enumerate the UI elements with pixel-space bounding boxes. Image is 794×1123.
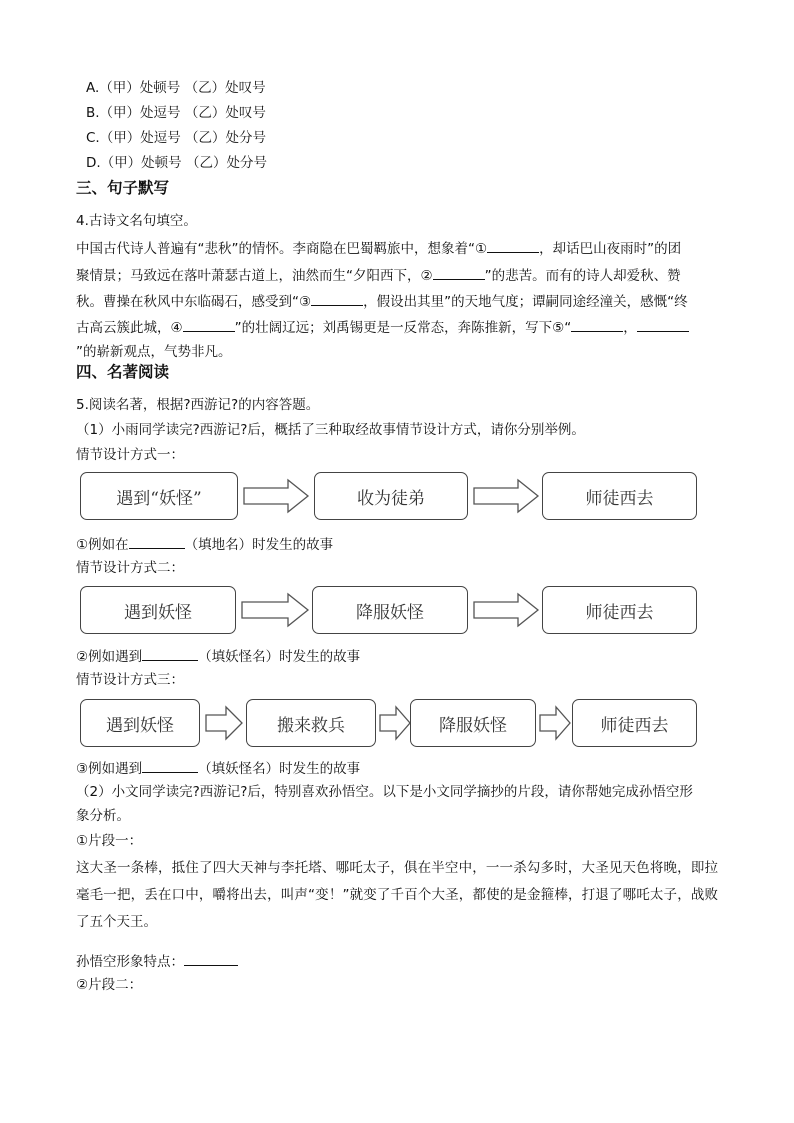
flow1-box-1: 遇到“妖怪” bbox=[80, 472, 238, 520]
trait-label: 孙悟空形象特点： bbox=[76, 954, 184, 970]
q4-text: ，却话巴山夜雨时”的团 bbox=[539, 241, 682, 257]
way2-blank[interactable] bbox=[142, 645, 198, 661]
flow2-box-2: 降服妖怪 bbox=[312, 586, 468, 634]
q4-text: 古高云簇此城，④ bbox=[76, 320, 183, 336]
q5-sub2-line1: （2）小文同学读完?西游记?后，特别喜欢孙悟空。以下是小文同学摘抄的片段，请你帮她完成孙悟空形 bbox=[76, 784, 693, 800]
way3-blank[interactable] bbox=[142, 757, 198, 773]
flow1-box-3: 师徒西去 bbox=[542, 472, 697, 520]
blank-1[interactable] bbox=[487, 237, 539, 253]
flowchart-3 bbox=[80, 699, 700, 751]
arrow-right-icon bbox=[242, 478, 310, 514]
arrow-right-icon bbox=[538, 705, 572, 741]
flowchart-1 bbox=[80, 472, 700, 524]
q4-line-1 bbox=[76, 237, 681, 259]
way3-example bbox=[76, 757, 360, 779]
way3-example-pre: ③例如遇到 bbox=[76, 761, 143, 777]
way2-example-post: （填妖怪名）时发生的故事 bbox=[198, 649, 361, 665]
q4-text: 秋。曹操在秋风中东临碣石，感受到“③ bbox=[76, 294, 312, 310]
flowchart-2 bbox=[80, 586, 700, 638]
q5-title: 5.阅读名著，根据?西游记?的内容答题。 bbox=[76, 397, 320, 413]
way1-example-post: （填地名）时发生的故事 bbox=[184, 537, 334, 553]
arrow-right-icon bbox=[240, 592, 310, 628]
fragment1-label: ①片段一： bbox=[76, 833, 143, 849]
section-4-heading: 四、名著阅读 bbox=[76, 363, 170, 381]
q4-text: ”的壮阔辽远；刘禹锡更是一反常态，奔陈推新，写下⑤“ bbox=[234, 320, 572, 336]
arrow-right-icon bbox=[472, 592, 540, 628]
q4-text: ”的悲苦。而有的诗人却爱秋、赞 bbox=[484, 268, 681, 284]
fragment1-text: 这大圣一条棒，抵住了四大天神与李托塔、哪吒太子，俱在半空中，一一杀勾多时，大圣见天色将晚，即拉毫毛一把，丢在口中，嚼将出去，叫声“变！”就变了千百个大圣，都使的是金箍棒，打退了哪吒太子，战败了五个天王。 bbox=[76, 860, 718, 930]
blank-4[interactable] bbox=[183, 316, 235, 332]
flow3-box-4: 师徒西去 bbox=[572, 699, 697, 747]
option-c: C.（甲）处逗号 （乙）处分号 bbox=[86, 130, 267, 146]
q4-text: ，假设出其里”的天地气度；谭嗣同途经潼关，感慨“终 bbox=[363, 294, 688, 310]
q4-text: 中国古代诗人普遍有“悲秋”的情怀。李商隐在巴蜀羁旅中，想象着“① bbox=[76, 241, 488, 257]
flow1-box-2: 收为徒弟 bbox=[314, 472, 468, 520]
fragment2-label: ②片段二： bbox=[76, 977, 143, 993]
blank-5b[interactable] bbox=[637, 316, 689, 332]
option-a: A.（甲）处顿号 （乙）处叹号 bbox=[86, 80, 266, 96]
q4-title: 4.古诗文名句填空。 bbox=[76, 213, 197, 229]
option-b: B.（甲）处逗号 （乙）处叹号 bbox=[86, 105, 266, 121]
arrow-right-icon bbox=[204, 705, 244, 741]
blank-2[interactable] bbox=[433, 264, 485, 280]
q5-sub1: （1）小雨同学读完?西游记?后，概括了三种取经故事情节设计方式，请你分别举例。 bbox=[76, 422, 585, 438]
q5-sub2-line2: 象分析。 bbox=[76, 808, 130, 824]
way1-blank[interactable] bbox=[129, 533, 185, 549]
flow3-box-1: 遇到妖怪 bbox=[80, 699, 200, 747]
way2-label: 情节设计方式二： bbox=[76, 560, 184, 576]
section-3-heading: 三、句子默写 bbox=[76, 179, 170, 197]
way1-example bbox=[76, 533, 333, 555]
q4-line-3 bbox=[76, 290, 688, 312]
flow3-box-3: 降服妖怪 bbox=[410, 699, 536, 747]
flow2-box-1: 遇到妖怪 bbox=[80, 586, 236, 634]
arrow-right-icon bbox=[472, 478, 540, 514]
way2-example bbox=[76, 645, 360, 667]
option-d: D.（甲）处顿号 （乙）处分号 bbox=[86, 155, 267, 171]
q4-text: 聚情景；马致远在落叶萧瑟古道上，油然而生“夕阳西下，② bbox=[76, 268, 433, 284]
trait-line bbox=[76, 950, 238, 972]
arrow-right-icon bbox=[378, 705, 412, 741]
blank-5a[interactable] bbox=[571, 316, 623, 332]
flow2-box-3: 师徒西去 bbox=[542, 586, 697, 634]
q4-text: ， bbox=[623, 320, 637, 336]
q4-line-5: ”的崭新观点，气势非凡。 bbox=[76, 344, 232, 360]
way3-label: 情节设计方式三： bbox=[76, 672, 184, 688]
way1-label: 情节设计方式一： bbox=[76, 447, 184, 463]
trait-blank[interactable] bbox=[184, 950, 238, 966]
q4-line-4 bbox=[76, 316, 689, 338]
blank-3[interactable] bbox=[311, 290, 363, 306]
way2-example-pre: ②例如遇到 bbox=[76, 649, 143, 665]
q4-line-2 bbox=[76, 264, 681, 286]
way3-example-post: （填妖怪名）时发生的故事 bbox=[198, 761, 361, 777]
flow3-box-2: 搬来救兵 bbox=[246, 699, 376, 747]
way1-example-pre: ①例如在 bbox=[76, 537, 129, 553]
